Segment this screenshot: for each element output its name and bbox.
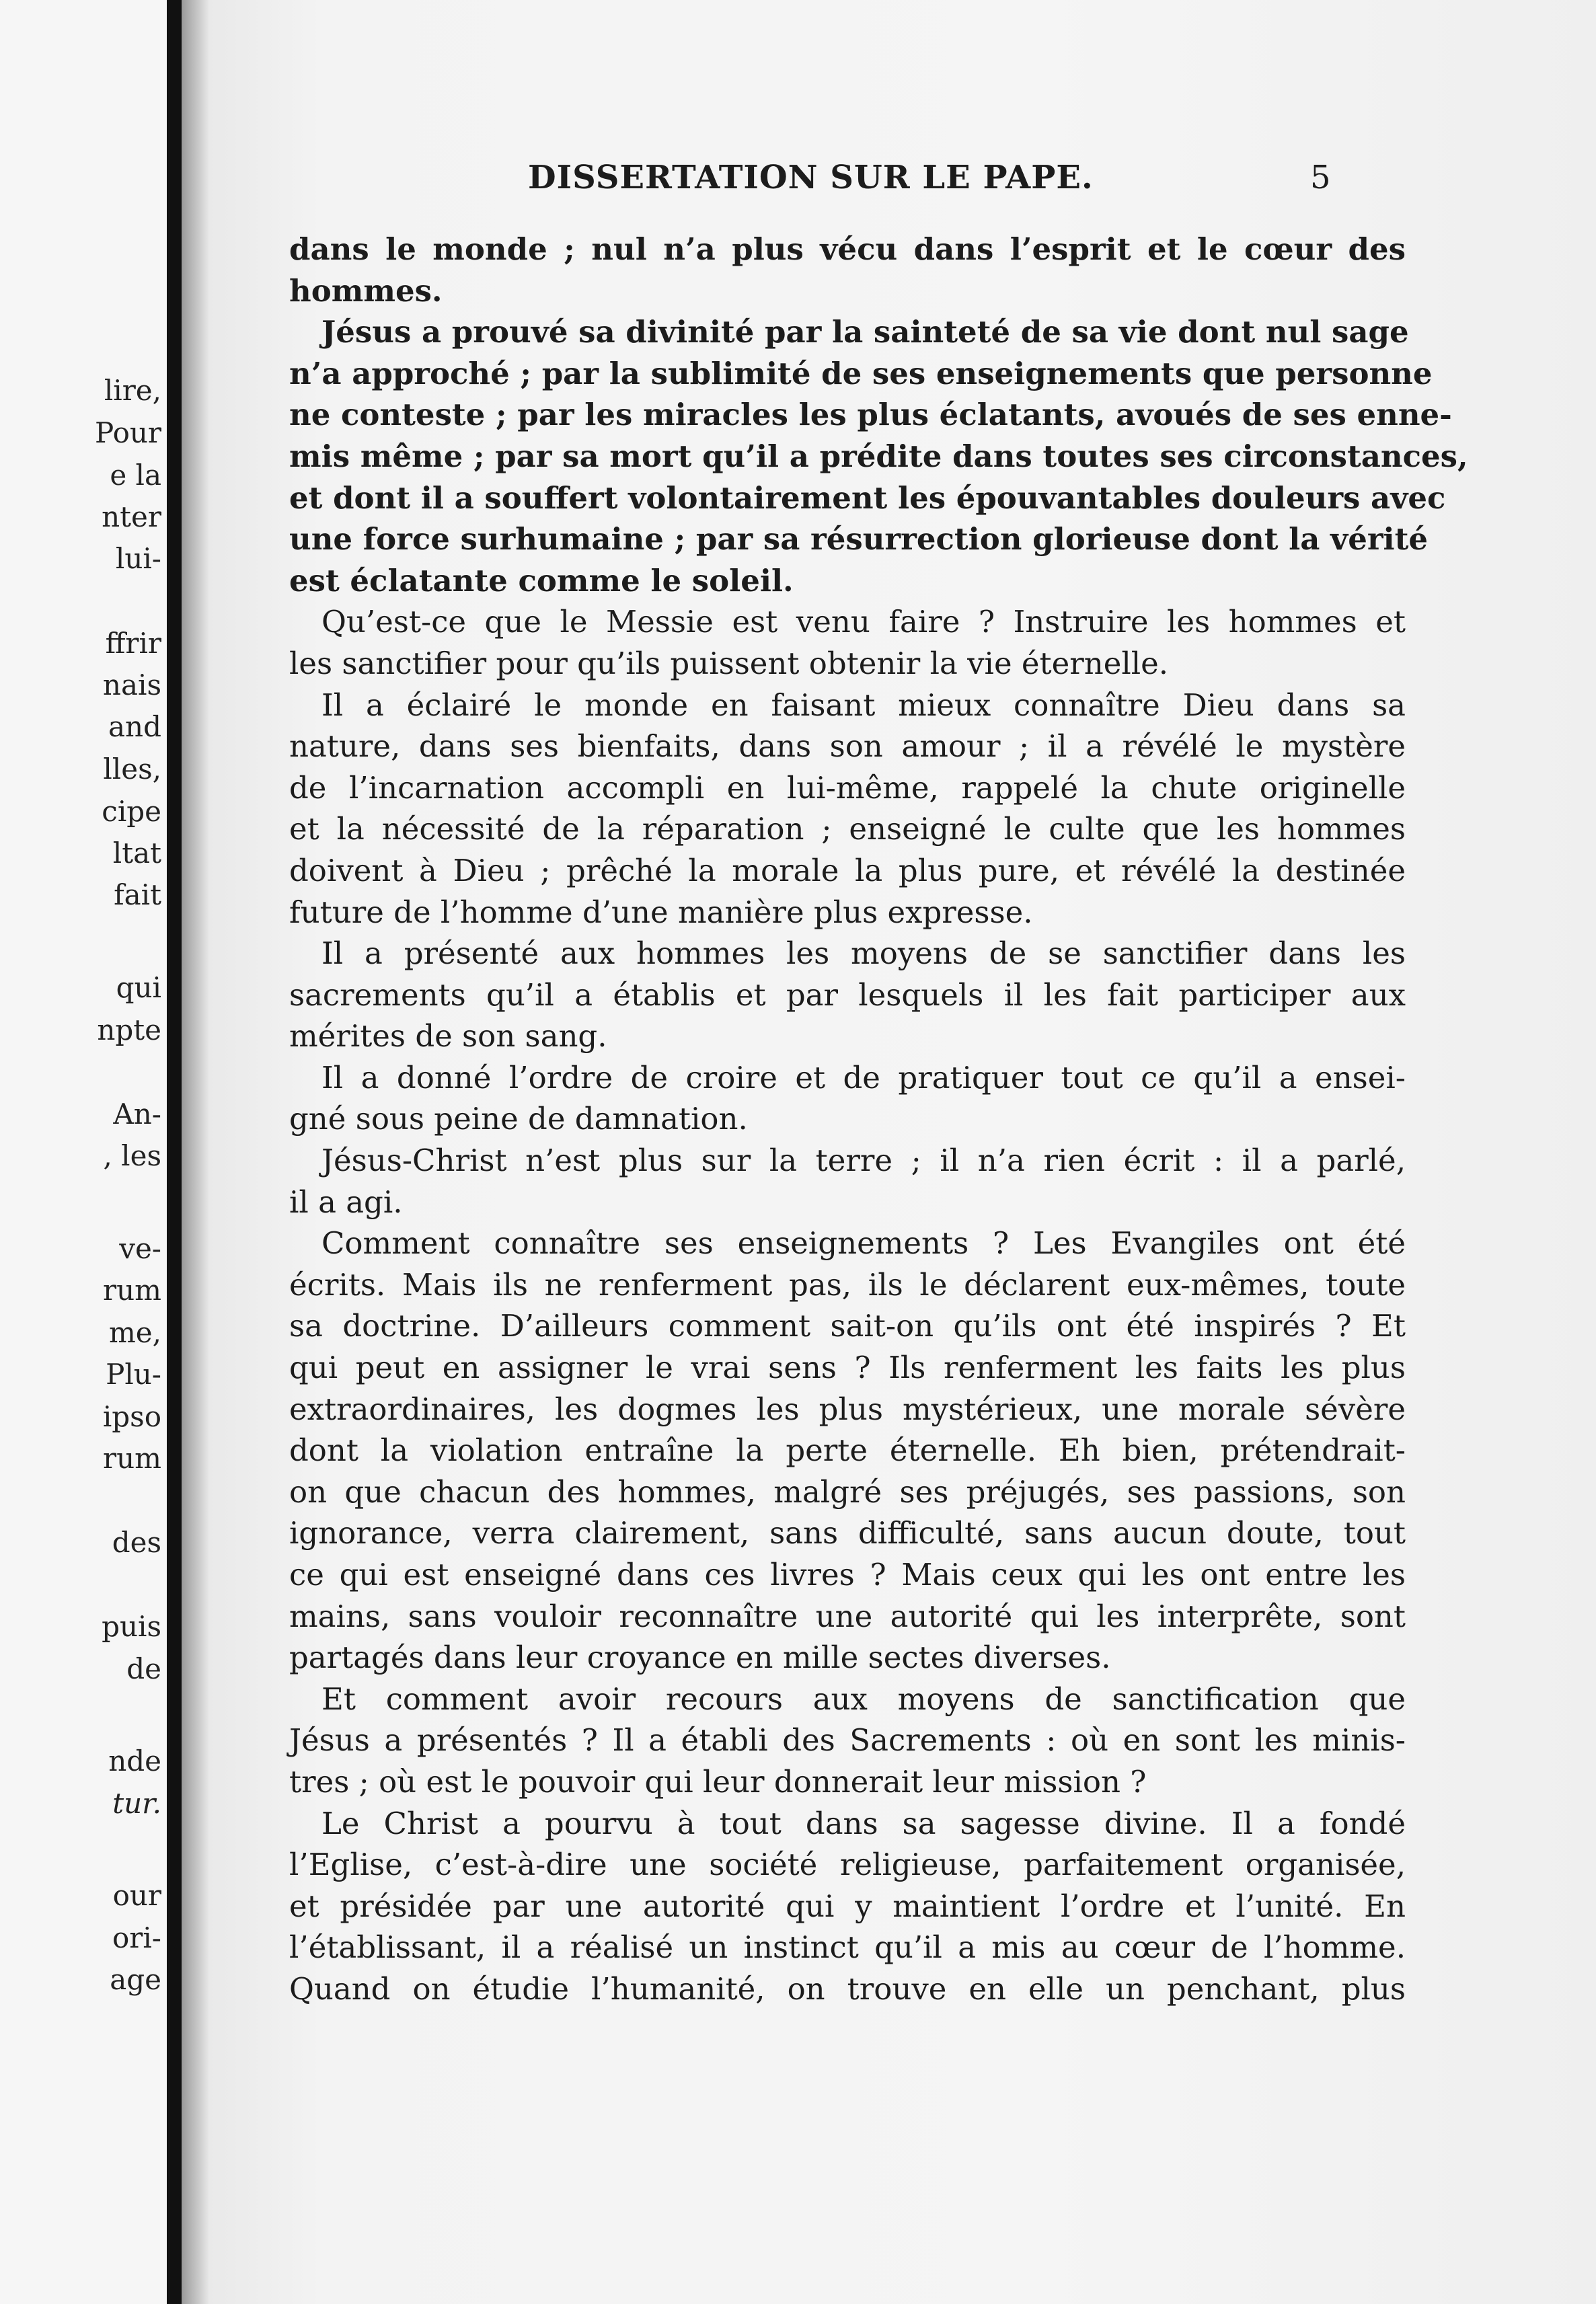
facing-page-fragment: me, [108,1316,161,1349]
facing-page-fragment: ltat [112,837,161,870]
text-line: ce qui est enseigné dans ces livres ? Mais ceux qui les ont entre les [289,1557,1406,1592]
body-text [289,229,1468,2010]
text-line: mains, sans vouloir reconnaître une autorité qui les interprête, sont [289,1598,1406,1634]
text-line: partagés dans leur croyance en mille sectes diverses. [289,1640,1111,1676]
facing-page-fragment: cipe [102,795,161,828]
facing-page-fragment: nais [102,668,161,701]
facing-page-fragment: , les [103,1139,161,1172]
text-line: est éclatante comme le soleil. [289,562,794,599]
text-line: Qu’est-ce que le Messie est venu faire ? Instruire les hommes et [321,604,1406,640]
text-line: gné sous peine de damnation. [289,1101,748,1137]
text-line: mis même ; par sa mort qu’il a prédite dans toutes ses circonstances, [289,438,1468,474]
text-line: Il a donné l’ordre de croire et de pratiquer tout ce qu’il a ensei- [321,1059,1406,1096]
facing-page-fragment: An- [113,1098,161,1130]
text-line: Jésus-Christ n’est plus sur la terre ; il n’a rien écrit : il a parlé, [321,1143,1406,1179]
text-line: Quand on étudie l’humanité, on trouve en elle un penchant, plus [289,1970,1406,2007]
facing-page-fragment: lire, [104,374,161,407]
facing-page-fragment: fait [114,878,161,911]
facing-page-fragment: e la [110,459,161,492]
facing-page-fragment: ipso [102,1400,161,1433]
text-line: une force surhumaine ; par sa résurrection glorieuse dont la vérité [289,521,1429,558]
text-line: et présidée par une autorité qui y maintient l’ordre et l’unité. En [289,1888,1406,1924]
text-line: hommes. [289,272,443,309]
text-line: et la nécessité de la réparation ; enseigné le culte que les hommes [289,811,1406,847]
text-line: dans le monde ; nul n’a plus vécu dans l’esprit et le cœur des [289,231,1406,267]
text-line: Il a éclairé le monde en faisant mieux connaître Dieu dans sa [321,687,1406,723]
running-head [208,159,1596,199]
text-line: n’a approché ; par la sublimité de ses enseignements que personne [289,355,1433,391]
text-line: Et comment avoir recours aux moyens de sanctification que [321,1681,1406,1717]
facing-page-fragment: rum [103,1274,161,1307]
text-line: sa doctrine. D’ailleurs comment sait-on qu’ils ont été inspirés ? Et [289,1308,1406,1344]
text-line: Jésus a présentés ? Il a établi des Sacrements : où en sont les minis- [289,1722,1406,1759]
text-line: nature, dans ses bienfaits, dans son amour ; il a révélé le mystère [289,728,1406,765]
text-line: et dont il a souffert volontairement les épouvantables douleurs avec [289,479,1446,516]
facing-page-fragment: ve- [119,1232,161,1265]
text-line: mérites de son sang. [289,1018,607,1054]
facing-page-fragment: ffrir [105,627,161,660]
facing-page-fragment: ori- [112,1921,161,1954]
facing-page-fragment: our [112,1879,161,1912]
facing-page-fragment: Pour [95,416,161,449]
text-line: de l’incarnation accompli en lui-même, rappelé la chute originelle [289,769,1406,806]
main-page [208,0,1596,2304]
facing-page-fragment: npte [97,1013,161,1046]
gutter-shadow [182,0,208,2304]
text-line: ne conteste ; par les miracles les plus éclatants, avoués de ses enne- [289,397,1452,433]
facing-page-fragment: tur. [112,1787,161,1820]
text-line: Jésus a prouvé sa divinité par la sainteté de sa vie dont nul sage [321,314,1409,350]
text-line: Le Christ a pourvu à tout dans sa sagesse divine. Il a fondé [321,1805,1406,1841]
facing-page-fragment: lui- [115,542,161,575]
facing-page-fragment: qui [116,971,161,1004]
text-line: l’Eglise, c’est-à-dire une société religieuse, parfaitement organisée, [289,1847,1406,1883]
book-gutter [167,0,182,2304]
facing-page-fragment: nde [108,1744,161,1777]
facing-page-fragment: rum [103,1442,161,1475]
text-line: écrits. Mais ils ne renferment pas, ils le déclarent eux-mêmes, toute [289,1266,1406,1303]
text-line: Comment connaître ses enseignements ? Les Evangiles ont été [321,1225,1406,1262]
text-line: sacrements qu’il a établis et par lesquels il les fait participer aux [289,976,1406,1013]
text-line: il a agi. [289,1184,403,1220]
facing-page-fragment: nter [102,500,161,533]
facing-page-fragment: puis [102,1610,161,1643]
text-line: future de l’homme d’une manière plus expresse. [289,894,1033,930]
facing-page-edge [0,0,167,2304]
facing-page-fragment: des [112,1526,161,1559]
facing-page-fragment: lles, [103,753,161,785]
facing-page-fragment: de [126,1652,161,1685]
text-line: qui peut en assigner le vrai sens ? Ils renferment les faits les plus [289,1350,1406,1386]
text-line: tres ; où est le pouvoir qui leur donnerait leur mission ? [289,1763,1147,1800]
text-line: Il a présenté aux hommes les moyens de se sanctifier dans les [321,935,1406,972]
facing-page-fragment: Plu- [106,1358,161,1391]
facing-page-fragment: age [110,1963,161,1996]
text-line: les sanctifier pour qu’ils puissent obtenir la vie éternelle. [289,645,1169,681]
text-line: ignorance, verra clairement, sans difficulté, sans aucun doute, tout [289,1515,1406,1551]
text-line: on que chacun des hommes, malgré ses préjugés, ses passions, son [289,1473,1406,1510]
page-number: 5 [1310,159,1331,196]
running-title: DISSERTATION SUR LE PAPE. [528,159,1094,196]
facing-page-fragment: and [108,710,161,743]
text-line: doivent à Dieu ; prêché la morale la plus pure, et révélé la destinée [289,852,1406,888]
text-line: extraordinaires, les dogmes les plus mystérieux, une morale sévère [289,1391,1406,1427]
text-line: l’établissant, il a réalisé un instinct qu’il a mis au cœur de l’homme. [289,1929,1406,1966]
text-line: dont la violation entraîne la perte éternelle. Eh bien, prétendrait- [289,1432,1406,1469]
